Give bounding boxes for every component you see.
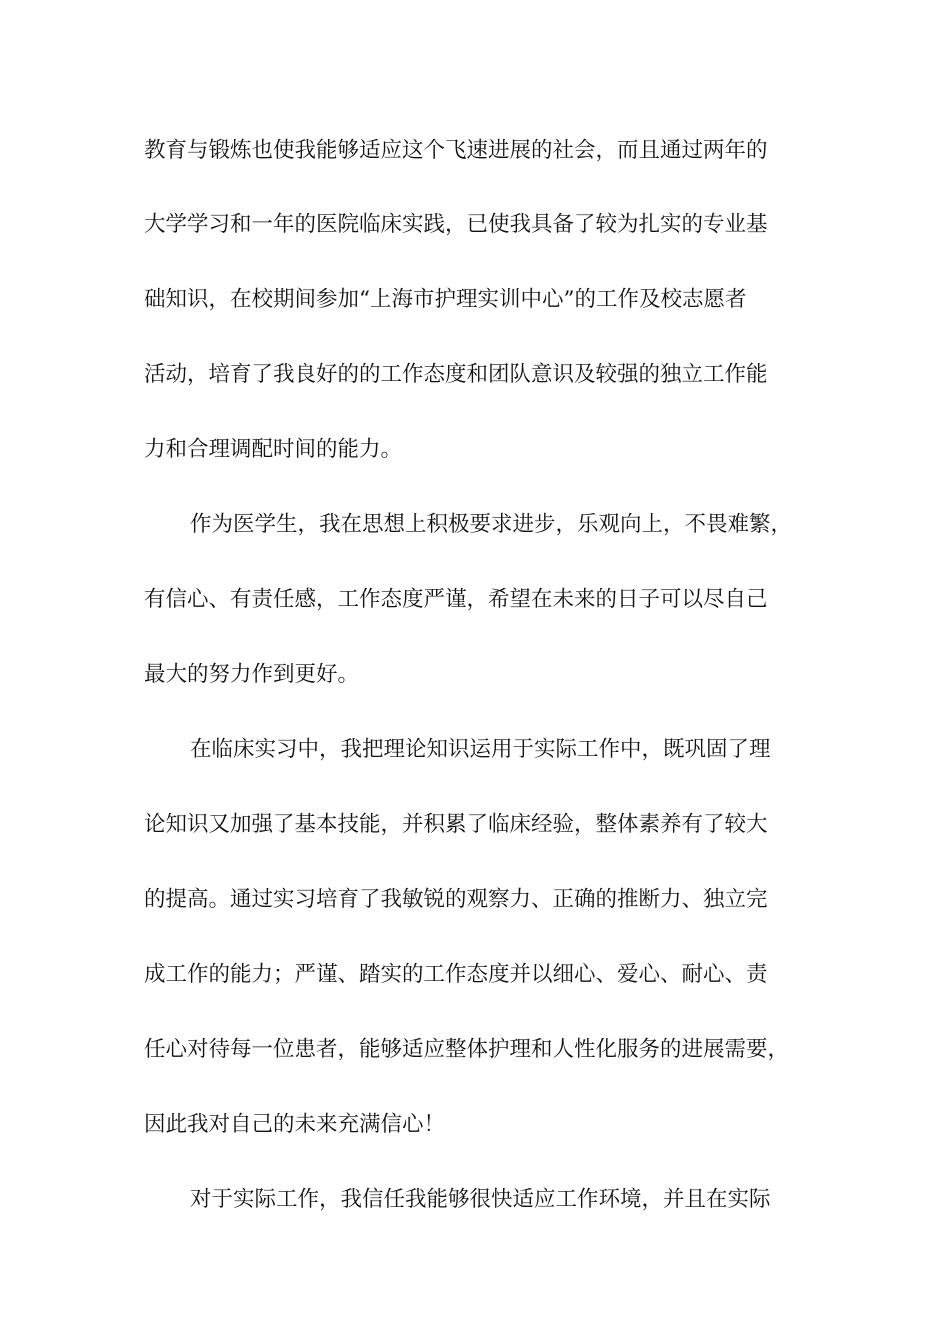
text-line: 的提高。通过实习培育了我敏锐的观察力、正确的推断力、独立完 xyxy=(144,887,768,912)
paragraph-first-line: 在临床实习中，我把理论知识运用于实际工作中，既巩固了理 xyxy=(190,737,771,762)
text-line: 最大的努力作到更好。 xyxy=(144,662,360,687)
text-line: 础知识，在校期间参加“上海市护理实训中心”的工作及校志愿者 xyxy=(144,287,747,312)
text-line: 有信心、有责任感，工作态度严谨，希望在未来的日子可以尽自己 xyxy=(144,587,768,612)
text-line: 教育与锻炼也使我能够适应这个飞速进展的社会，而且通过两年的 xyxy=(144,138,768,163)
text-line: 活动，培育了我良好的的工作态度和团队意识及较强的独立工作能 xyxy=(144,362,768,387)
text-line: 任心对待每一位患者，能够适应整体护理和人性化服务的进展需要， xyxy=(144,1037,790,1062)
text-line: 论知识又加强了基本技能，并积累了临床经验，整体素养有了较大 xyxy=(144,812,768,837)
text-line: 因此我对自己的未来充满信心！ xyxy=(144,1112,446,1137)
paragraph-first-line: 作为医学生，我在思想上积极要求进步，乐观向上，不畏难繁， xyxy=(190,512,793,537)
text-line: 力和合理调配时间的能力。 xyxy=(144,437,403,462)
text-line: 成工作的能力；严谨、踏实的工作态度并以细心、爱心、耐心、责 xyxy=(144,962,768,987)
text-line: 大学学习和一年的医院临床实践，已使我具备了较为扎实的专业基 xyxy=(144,212,768,237)
paragraph-first-line: 对于实际工作，我信任我能够很快适应工作环境，并且在实际 xyxy=(190,1187,771,1212)
